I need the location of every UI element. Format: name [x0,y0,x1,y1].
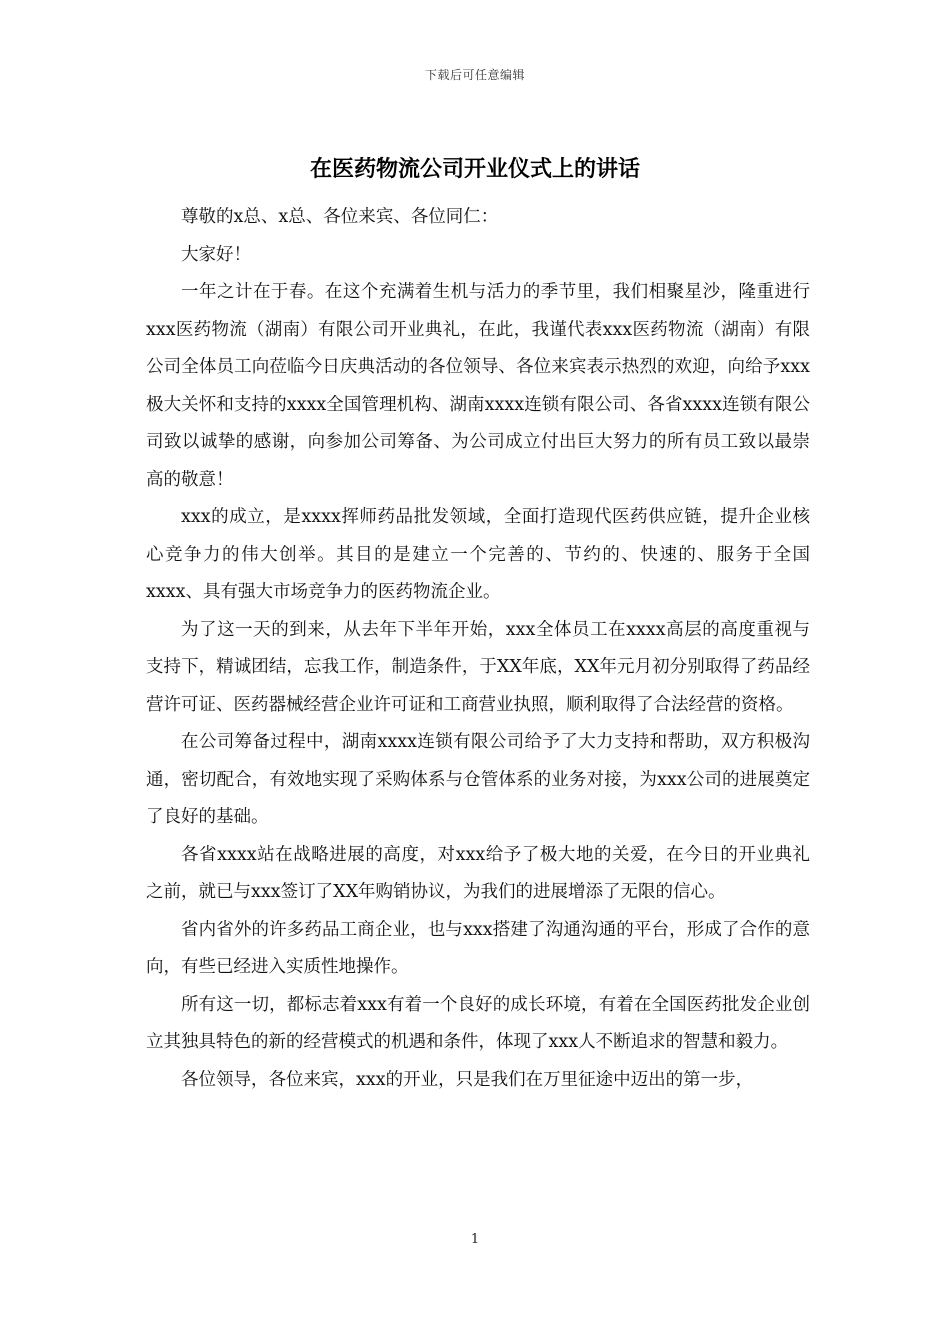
body-paragraph-8: 各位领导，各位来宾，xxx的开业，只是我们在万里征途中迈出的第一步， [181,1069,754,1090]
body-paragraph-1: 一年之计在于春。在这个充满着生机与活力的季节里，我们相聚星沙，隆重进行xxx医药物流（湖南）有限公司开业典礼，在此，我谨代表xxx医药物流（湖南）有限公司全体员工向莅临今日庆典活动的各位领导、各位来宾表示热烈的欢迎，向给予xxx极大关怀和支持的xxxx全国管理机构、湖南xxxx连锁有限公司、各省xxxx连锁有限公司致以诚挚的感谢，向参加公司筹备、为公司成立付出巨大努力的所有员工致以最崇高的敬意！ [146,282,810,490]
document-title: 在医药物流公司开业仪式上的讲话 [309,157,640,182]
salutation-paragraph: 尊敬的x总、x总、各位来宾、各位同仁： [181,207,499,227]
body-paragraph-7: 所有这一切，都标志着xxx有着一个良好的成长环境，有着在全国医药批发企业创立其独具特色的新的经营模式的机遇和条件，体现了xxx人不断追求的智慧和毅力。 [146,994,810,1052]
page-number: 1 [470,1232,480,1247]
page-header-note: 下载后可任意编辑 [424,68,525,82]
document-body [146,199,810,1099]
body-paragraph-5: 各省xxxx站在战略进展的高度，对xxx给予了极大地的关爱，在今日的开业典礼之前，就已与xxx签订了XX年购销协议，为我们的进展增添了无限的信心。 [146,844,810,902]
greeting-paragraph: 大家好！ [181,244,251,265]
body-paragraph-6: 省内省外的许多药品工商企业，也与xxx搭建了沟通沟通的平台，形成了合作的意向，有些已经进入实质性地操作。 [146,919,810,977]
body-paragraph-2: xxx的成立，是xxxx挥师药品批发领域，全面打造现代医药供应链，提升企业核心竞争力的伟大创举。其目的是建立一个完善的、节约的、快速的、服务于全国xxxx、具有强大市场竞争力的医药物流企业。 [146,507,810,602]
body-paragraph-4: 在公司筹备过程中，湖南xxxx连锁有限公司给予了大力支持和帮助，双方积极沟通，密切配合，有效地实现了采购体系与仓管体系的业务对接，为xxx公司的进展奠定了良好的基础。 [146,732,810,827]
body-paragraph-3: 为了这一天的到来，从去年下半年开始，xxx全体员工在xxxx高层的高度重视与支持下，精诚团结，忘我工作，制造条件，于XX年底，XX年元月初分别取得了药品经营许可证、医药器械经营企业许可证和工商营业执照，顺利取得了合法经营的资格。 [146,619,810,715]
